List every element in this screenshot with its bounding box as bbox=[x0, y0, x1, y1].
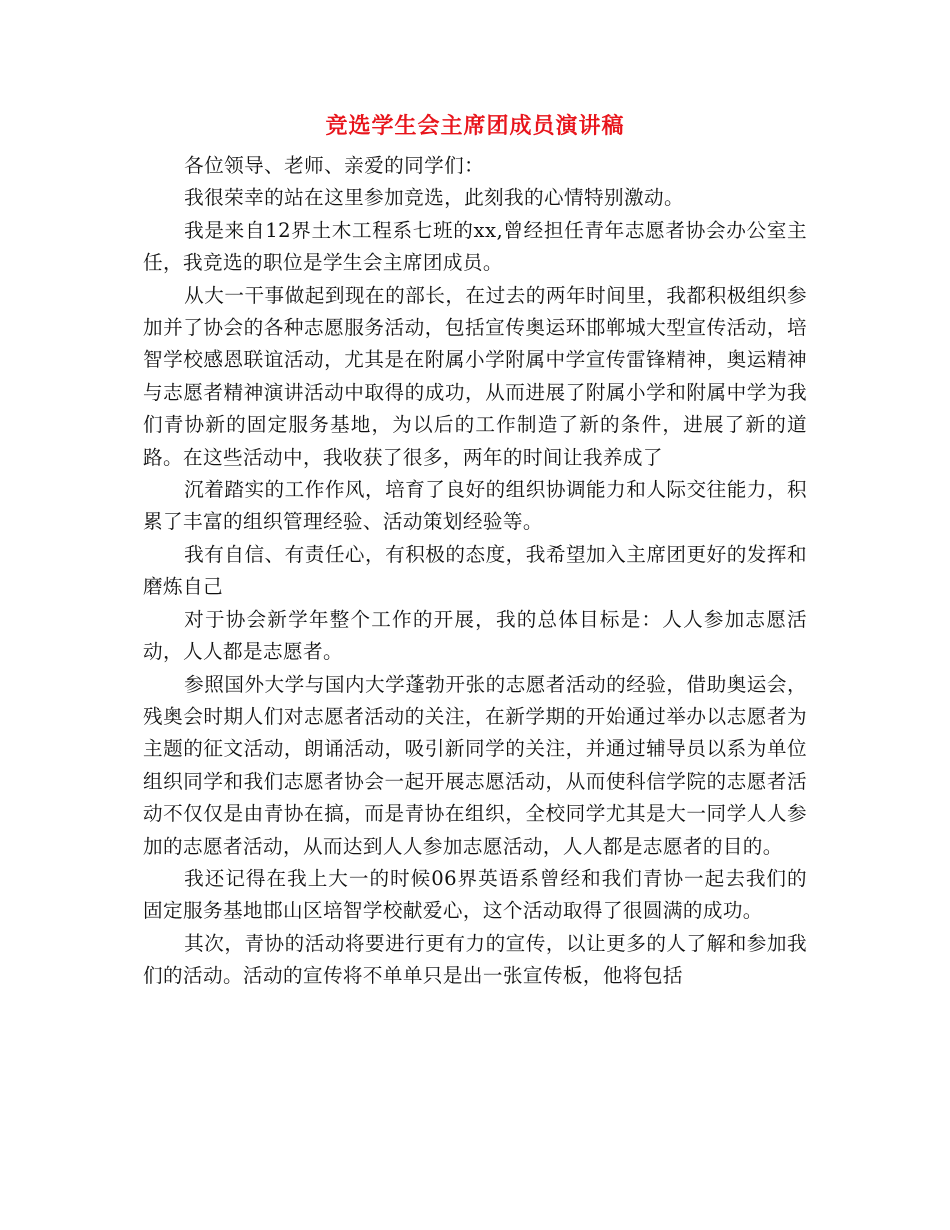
document-title: 竞选学生会主席团成员演讲稿 bbox=[325, 113, 625, 139]
document-body bbox=[143, 150, 807, 993]
paragraph: 我是来自12界土木工程系七班的xx,曾经担任青年志愿者协会办公室主任，我竞选的职位是学生会主席团成员。 bbox=[143, 218, 807, 275]
paragraph: 我很荣幸的站在这里参加竞选，此刻我的心情特别激动。 bbox=[184, 186, 684, 210]
paragraph: 其次，青协的活动将要进行更有力的宣传，以让更多的人了解和参加我们的活动。活动的宣传将不单单只是出一张宣传板，他将包括 bbox=[143, 931, 807, 988]
paragraph: 我还记得在我上大一的时候06界英语系曾经和我们青协一起去我们的固定服务基地邯山区培智学校献爱心，这个活动取得了很圆满的成功。 bbox=[143, 866, 807, 923]
paragraph: 从大一干事做起到现在的部长，在过去的两年时间里，我都积极组织参加并了协会的各种志愿服务活动，包括宣传奥运环邯郸城大型宣传活动，培智学校感恩联谊活动，尤其是在附属小学附属中学宣传雷锋精神，奥运精神与志愿者精神演讲活动中取得的成功，从而进展了附属小学和附属中学为我们青协新的固定服务基地，为以后的工作制造了新的条件，进展了新的道路。在这些活动中，我收获了很多，两年的时间让我养成了 bbox=[143, 283, 807, 469]
salutation: 各位领导、老师、亲爱的同学们： bbox=[184, 154, 485, 177]
paragraph: 沉着踏实的工作作风，培育了良好的组织协调能力和人际交往能力，积累了丰富的组织管理经验、活动策划经验等。 bbox=[143, 478, 807, 534]
paragraph: 对于协会新学年整个工作的开展，我的总体目标是：人人参加志愿活动，人人都是志愿者。 bbox=[143, 607, 807, 664]
paragraph: 我有自信、有责任心，有积极的态度，我希望加入主席团更好的发挥和磨炼自己 bbox=[143, 542, 807, 599]
paragraph: 参照国外大学与国内大学蓬勃开张的志愿者活动的经验，借助奥运会，残奥会时期人们对志愿者活动的关注，在新学期的开始通过举办以志愿者为主题的征文活动，朗诵活动，吸引新同学的关注，并通过辅导员以系为单位组织同学和我们志愿者协会一起开展志愿活动，从而使科信学院的志愿者活动不仅仅是由青协在搞，而是青协在组织，全校同学尤其是大一同学人人参加的志愿者活动，从而达到人人参加志愿活动，人人都是志愿者的目的。 bbox=[143, 672, 807, 858]
